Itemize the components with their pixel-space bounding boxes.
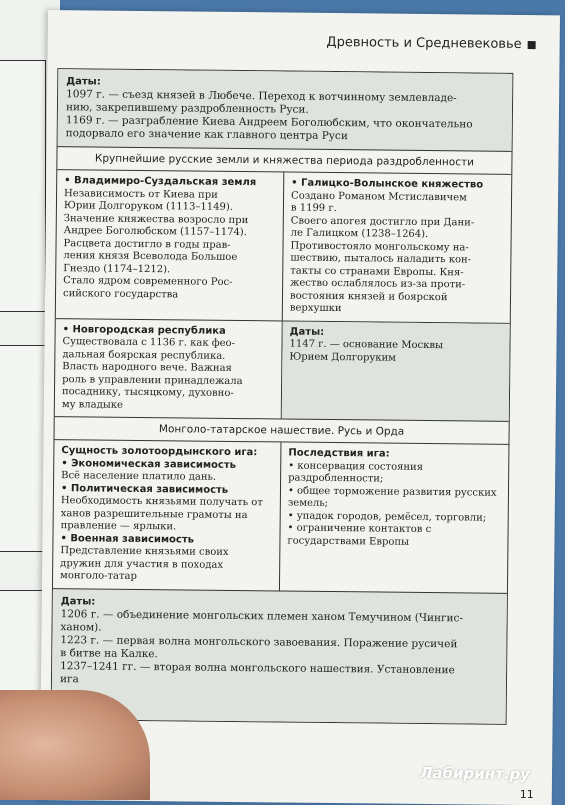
dates-line: 1237–1241 гг. — вторая волна монгольского нашествия. Установление (60, 659, 455, 676)
cell-line: в 1199 г. (290, 202, 337, 215)
dates-line: 1206 г. — объединение монгольских племен ханом Темучином (Чингис- (60, 607, 464, 624)
dates-line: 1169 г. — разграбление Киева Андреем Боголюбским, что окончательно (65, 114, 473, 131)
dates-line: ига (59, 672, 79, 685)
dates-label: Даты: (60, 595, 96, 608)
running-head-text: Древность и Средневековье (326, 34, 522, 52)
dates-box-top (58, 69, 513, 152)
cell-line: Значение княжества возросло при (63, 212, 249, 226)
essence-item-text: Необходимость князьями получать от ханов разрешительные грамоты на правление — ярлыки. (60, 495, 263, 533)
cell-line: Создано Романом Мстиславичем (291, 190, 467, 203)
cell-line: Расцвета достигло в годы прав- (63, 237, 231, 251)
essence-item-title: • Военная зависимость (60, 533, 272, 548)
dates-label: Даты: (66, 76, 101, 88)
galicia-cell (283, 172, 512, 323)
cell-line: сийского государства (62, 287, 179, 300)
consequence-item: • упадок городов, ремёсел, торговли; (288, 510, 501, 525)
cell-line: ле Галицком (1238–1264). (290, 227, 429, 240)
page-number: 11 (519, 787, 534, 802)
cell-heading: Последствия ига: (288, 447, 390, 460)
cell-line: Андрее Боголюбском (1157–1174). (63, 225, 247, 239)
dates-line: подорвало его значение как главного центра Руси (65, 127, 348, 143)
adjacent-page-box (0, 345, 46, 552)
dates-line: в битве на Калке. (60, 646, 158, 660)
consequence-item: • консервация состояния раздробленности; (288, 460, 501, 487)
dates-line: ханом). (60, 620, 102, 634)
cell-line: ления князя Всеволода Большое (63, 250, 238, 263)
cell-line: Юрии Долгоруком (1113–1149). (63, 200, 234, 213)
cell-line: посаднику, тысяцкому, духовно- (61, 386, 234, 399)
dates-line: 1223 г. — первая волна монгольского завоевания. Поражение русичей (60, 633, 458, 650)
essence-item-text: Всё население платило дань. (61, 470, 217, 483)
dates-line: нию, закрепившему раздробленность Руси. (65, 101, 309, 116)
cell-line: Юрием Долгоруким (289, 351, 397, 364)
essence-item-title: • Экономическая зависимость (61, 458, 273, 473)
novgorod-cell (55, 319, 283, 420)
cell-line: му владыке (61, 398, 124, 411)
cell-line: Власть народного вече. Важная (62, 361, 232, 374)
cell-line: дальная боярская республика. (62, 348, 226, 362)
cell-line: роль в управлении принадлежала (62, 373, 243, 387)
cell-heading: • Владимиро-Суздальская земля (64, 175, 276, 190)
book-page (40, 10, 560, 805)
cell-line: Независимость от Киева при (64, 187, 218, 201)
square-marker-icon (528, 41, 536, 49)
essence-item-text: Представление князьями своих дружин для участия в походах монголо-татар (60, 545, 229, 582)
cell-line: Своего апогея достигло при Дани- (290, 215, 475, 228)
cell-line: Стало ядром современного Рос- (63, 275, 233, 288)
cell-line: такты со странами Европы. Кня- (290, 265, 464, 278)
yoke-essence-cell (53, 440, 282, 591)
cell-line: шествию, пыталось наладить кон- (290, 252, 472, 266)
content-table (51, 68, 514, 724)
essence-item-title: • Политическая зависимость (61, 483, 273, 498)
cell-heading: Сущность золотоордынского ига: (61, 445, 258, 459)
section-title-lands: Крупнейшие русские земли и княжества периода раздробленности (57, 147, 511, 175)
vladimir-cell (56, 170, 285, 321)
section-title-mongol: Монголо-татарское нашествие. Русь и Орда (54, 417, 508, 445)
dates-line: 1097 г. — съезд князей в Любече. Переход к вотчинному землевладе- (66, 88, 457, 105)
lands-grid (55, 170, 512, 422)
consequence-item: • ограничение контактов с государствами Европы (287, 523, 500, 550)
cell-line: верхушки (289, 302, 342, 315)
cell-line: востояния князей и боярской (289, 290, 448, 303)
cell-line: жество ослаблялось из-за проти- (290, 277, 466, 291)
cell-line: Противостояло монгольскому на- (290, 240, 469, 253)
cell-line: 1147 г. — основание Москвы (289, 338, 444, 352)
moscow-dates-cell (282, 321, 510, 422)
cell-heading: • Галицко-Волынское княжество (291, 178, 504, 193)
cell-line: Гнездо (1174–1212). (63, 262, 171, 275)
cell-heading: • Новгородская республика (63, 324, 275, 339)
adjacent-page-box (0, 590, 46, 692)
consequence-item: • общее торможение развития русских земель; (288, 485, 501, 512)
yoke-grid (53, 440, 509, 593)
cell-line: Существовала с 1136 г. как фео- (62, 336, 235, 349)
dates-label: Даты: (289, 326, 325, 338)
adjacent-page-box (0, 60, 46, 312)
running-head (326, 35, 535, 52)
yoke-consequences-cell (280, 442, 509, 593)
watermark: Лабиринт.ру (419, 763, 531, 784)
